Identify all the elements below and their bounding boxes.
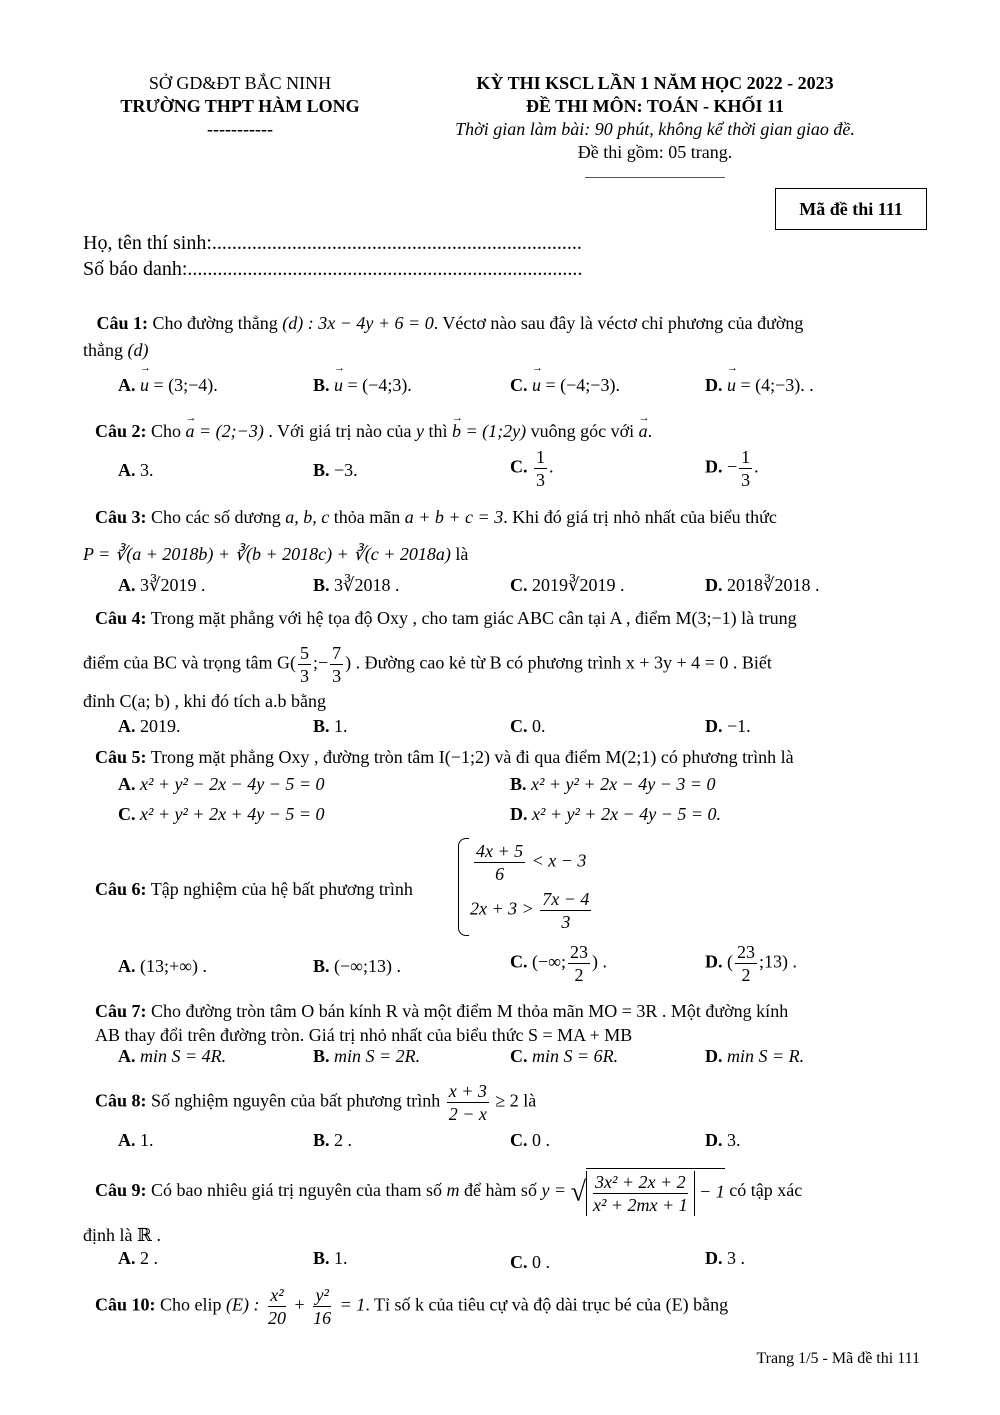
option-letter: C. [510, 951, 528, 972]
dept-name: SỞ GD&ĐT BẮC NINH [148, 73, 332, 93]
q9-option-c[interactable] [510, 1252, 550, 1273]
sqrt-expression [571, 1168, 725, 1216]
option-letter: B. [313, 460, 330, 480]
q8-rest: ≥ 2 là [495, 1090, 537, 1111]
q8-option-d[interactable] [705, 1130, 741, 1151]
question-4 [95, 605, 920, 632]
option-letter: B. [313, 575, 330, 595]
q3-label: Câu 3: [95, 507, 147, 527]
option-text: 3. [140, 460, 154, 480]
denominator: 20 [268, 1308, 286, 1328]
q2-option-c[interactable]: C. $\frac{1}{3}$ . [510, 447, 554, 490]
option-text: 2019. [140, 716, 181, 736]
option-text: 2019∛2019 . [532, 575, 625, 595]
q1-option-a[interactable] [118, 375, 218, 396]
q2-option-d[interactable]: D. − $\frac{1}{3}$ . [705, 447, 759, 490]
q1-text: Cho đường thẳng [152, 313, 278, 333]
q9-m: m [446, 1180, 460, 1201]
option-letter: A. [118, 716, 136, 736]
option-letter: D. [705, 951, 723, 972]
option-letter: D. [705, 1130, 723, 1150]
q1-d: (d) [127, 340, 149, 360]
q1-line-eq: (d) : 3x − 4y + 6 = 0 [282, 313, 434, 333]
q4-line2 [83, 642, 923, 687]
fraction [266, 1284, 288, 1329]
q4-line3: đỉnh C(a; b) , khi đó tích a.b bằng [83, 691, 326, 711]
option-text: 3. [727, 1130, 741, 1150]
equals-one: = 1 [339, 1294, 366, 1315]
q3-text: Cho các số dương [151, 507, 281, 527]
vector-a: → a [186, 418, 195, 445]
student-name-line: Họ, tên thí sinh:.......................................................................... [83, 232, 582, 254]
minus-sign: − [727, 456, 738, 477]
q3-option-d[interactable] [705, 575, 819, 596]
q9-text: để hàm số [463, 1180, 537, 1201]
q9-option-a[interactable] [118, 1248, 158, 1269]
denominator: 16 [313, 1308, 332, 1328]
question-9 [95, 1168, 920, 1216]
option-text: 1. [334, 1248, 348, 1268]
option-letter: D. [705, 1248, 723, 1268]
q8-option-a[interactable] [118, 1130, 154, 1151]
option-text: min S = R. [727, 1046, 805, 1066]
option-letter: C. [118, 804, 136, 824]
inequality-system [458, 838, 628, 938]
option-letter: B. [313, 1046, 330, 1066]
option-letter: A. [118, 774, 136, 794]
q5-option-a[interactable] [118, 774, 324, 795]
vector-a: → a [639, 418, 648, 445]
option-letter: B. [313, 956, 330, 976]
option-letter: D. [705, 1046, 723, 1066]
school-name: TRƯỜNG THPT HÀM LONG [120, 96, 360, 116]
q2-option-a[interactable] [118, 460, 154, 481]
numerator: 5 [299, 643, 309, 663]
exam-time: Thời gian làm bài: 90 phút, không kể thời gian giao đề. [455, 119, 855, 139]
plus-sign: + [294, 1294, 305, 1315]
q10-E: (E) : [226, 1294, 260, 1315]
fraction [591, 1171, 690, 1216]
q2-option-b[interactable] [313, 460, 358, 481]
option-text: 2 . [140, 1248, 158, 1268]
header-right [420, 72, 890, 164]
denominator: 3 [332, 666, 342, 686]
option-letter: C. [510, 456, 528, 477]
option-text: 3 . [727, 1248, 745, 1268]
q8-option-b[interactable] [313, 1130, 352, 1151]
q2-text: thì [428, 421, 448, 441]
denominator: 2 [574, 965, 584, 985]
option-letter: C. [510, 716, 528, 736]
q1-label: Câu 1: [96, 313, 149, 333]
option-text: = (4;−3). . [740, 375, 814, 395]
system-row-2 [470, 888, 593, 933]
exam-pages: Đề thi gồm: 05 trang. [577, 142, 733, 162]
q9-minus-one: − 1 [699, 1181, 725, 1202]
q3-condition: a + b + c = 3 [404, 507, 504, 527]
option-text: (13;+∞) . [140, 956, 207, 976]
vector-u: → u [532, 375, 541, 396]
denominator: 6 [495, 864, 505, 884]
student-id-line: Số báo danh:............................................................................... [83, 258, 583, 280]
q2-period: . [647, 421, 653, 441]
q1-option-d[interactable] [705, 375, 814, 396]
q8-text: Số nghiệm nguyên của bất phương trình [151, 1090, 441, 1111]
option-text: (−∞;13) . [334, 956, 401, 976]
option-letter: B. [313, 1248, 330, 1268]
option-letter: B. [313, 1130, 330, 1150]
option-text: 1. [334, 716, 348, 736]
option-letter: C. [510, 1130, 528, 1150]
option-text: 1. [140, 1130, 154, 1150]
q10-text: . Tỉ số k của tiêu cự và độ dài trục bé của (E) bằng [365, 1294, 729, 1315]
option-letter: A. [118, 1248, 136, 1268]
option-letter: B. [313, 375, 330, 395]
q7-option-c[interactable] [510, 1046, 618, 1067]
numerator: x + 3 [448, 1081, 487, 1101]
system-row-1 [472, 840, 586, 885]
exam-subject: ĐỀ THI MÔN: TOÁN - KHỐI 11 [525, 96, 785, 116]
fraction [540, 888, 591, 933]
question-7 [95, 998, 920, 1025]
row-left: 2x + 3 > [470, 898, 534, 919]
option-letter: D. [705, 456, 723, 477]
q7-line1: Cho đường tròn tâm O bán kính R và một điểm M thỏa mãn MO = 3R . Một đường kính [151, 1001, 789, 1021]
q7-line2: AB thay đổi trên đường tròn. Giá trị nhỏ nhất của biểu thức S = MA + MB [95, 1025, 633, 1045]
sqrt-sign-icon: √ [570, 1176, 586, 1208]
option-text: 0 . [532, 1252, 550, 1272]
q6-option-c[interactable] [510, 941, 607, 986]
sqrt-body [586, 1168, 725, 1216]
q4-line1: Trong mặt phẳng với hệ tọa độ Oxy , cho tam giác ABC cân tại A , điểm M(3;−1) là trung [150, 608, 797, 628]
q4-option-d[interactable] [705, 716, 751, 737]
option-letter: C. [510, 1046, 528, 1066]
q9-y: y = [541, 1180, 567, 1201]
option-letter: C. [510, 575, 528, 595]
q9-line2: định là ℝ . [83, 1225, 161, 1245]
question-6 [95, 876, 455, 903]
option-text: 3∛2019 . [140, 575, 206, 595]
q1-text-c: thẳng [83, 340, 123, 360]
option-text: ;13) . [759, 951, 797, 972]
q6-option-b[interactable] [313, 956, 401, 977]
q3-vars: a, b, c [285, 507, 330, 527]
q5-option-d[interactable] [510, 804, 721, 825]
option-text: x² + y² − 2x − 4y − 5 = 0 [140, 774, 325, 794]
fraction [298, 642, 311, 687]
system-brace [458, 838, 469, 936]
option-letter: D. [510, 804, 528, 824]
numerator: 1 [741, 447, 751, 467]
separator: ;− [312, 652, 329, 673]
q1-option-b[interactable] [313, 375, 412, 396]
question-2 [95, 418, 920, 445]
question-8 [95, 1080, 920, 1125]
exam-title: KỲ THI KSCL LẦN 1 NĂM HỌC 2022 - 2023 [476, 73, 834, 93]
option-letter: C. [510, 375, 528, 395]
option-letter: D. [705, 375, 723, 395]
q9-text: Có bao nhiêu giá trị nguyên của tham số [151, 1180, 442, 1201]
q2-label: Câu 2: [95, 421, 147, 441]
q3-option-a[interactable] [118, 575, 205, 596]
option-text: min S = 2R. [334, 1046, 421, 1066]
q4-option-a[interactable] [118, 716, 181, 737]
q9-label: Câu 9: [95, 1180, 147, 1201]
q3-option-b[interactable] [313, 575, 400, 596]
option-text: = (−4;−3). [545, 375, 620, 395]
question-1 [83, 310, 923, 364]
q7-option-b[interactable] [313, 1046, 420, 1067]
option-text: min S = 6R. [532, 1046, 619, 1066]
numerator: 4x + 5 [476, 841, 524, 861]
vector-b: → b [452, 418, 461, 445]
option-text: x² + y² + 2x − 4y − 5 = 0. [532, 804, 721, 824]
q2-y: y [415, 421, 424, 441]
q3-text: . Khi đó giá trị nhỏ nhất của biểu thức [503, 507, 777, 527]
abs-value [586, 1171, 695, 1216]
option-letter: B. [313, 716, 330, 736]
numerator: 23 [737, 942, 755, 962]
q3-text: thỏa mãn [333, 507, 401, 527]
option-text: 0 . [532, 1130, 550, 1150]
option-letter: B. [510, 774, 527, 794]
option-text: x² + y² + 2x + 4y − 5 = 0 [140, 804, 325, 824]
denominator: 3 [299, 666, 309, 686]
numerator: 7x − 4 [542, 889, 590, 909]
q4-option-b[interactable] [313, 716, 348, 737]
q3-expression: P = ∛(a + 2018b) + ∛(b + 2018c) + ∛(c + 2018a) [83, 544, 451, 564]
denominator: 2 [741, 965, 751, 985]
option-text: min S = 4R. [140, 1046, 227, 1066]
numerator: 23 [569, 942, 588, 962]
option-letter: D. [705, 716, 723, 736]
option-text: = (−4;3). [347, 375, 412, 395]
numerator: y² [315, 1285, 329, 1305]
fraction [474, 840, 525, 885]
option-text: 2 . [334, 1130, 353, 1150]
q2-text: . Với giá trị nào của [268, 421, 412, 441]
option-letter: C. [510, 1252, 528, 1272]
denominator: 3 [741, 470, 751, 490]
option-letter: A. [118, 1130, 136, 1150]
q2-text: vuông góc với [530, 421, 635, 441]
q3-expression-line [83, 541, 923, 568]
q1-text-b: . Véctơ nào sau đây là véctơ chỉ phương của đường [433, 313, 804, 333]
fraction [534, 446, 547, 491]
option-text: ) . [591, 951, 607, 972]
vector-u: → u [727, 375, 736, 396]
q9-option-d[interactable] [705, 1248, 745, 1269]
q4-option-c[interactable] [510, 716, 546, 737]
question-3 [95, 504, 920, 531]
question-10 [95, 1284, 920, 1329]
q8-option-c[interactable] [510, 1130, 550, 1151]
option-letter: A. [118, 956, 136, 976]
q10-text: Cho elip [160, 1294, 222, 1315]
q3-text: là [455, 544, 469, 564]
fraction [568, 941, 590, 986]
vector-u: → u [334, 375, 343, 396]
fraction [447, 1080, 489, 1125]
q9-option-b[interactable] [313, 1248, 348, 1269]
denominator: 3 [561, 912, 571, 932]
numerator: x² [270, 1285, 284, 1305]
fraction [735, 941, 757, 986]
denominator: 3 [536, 470, 545, 490]
header-left [95, 72, 385, 141]
q5-option-c[interactable] [118, 804, 324, 825]
q10-label: Câu 10: [95, 1294, 156, 1315]
q5-option-b[interactable] [510, 774, 716, 795]
option-letter: A. [118, 375, 136, 395]
q6-option-a[interactable] [118, 956, 207, 977]
q6-option-d[interactable] [705, 941, 797, 986]
denominator: 2 − x [448, 1104, 487, 1124]
option-letter: A. [118, 1046, 136, 1066]
q5-text: Trong mặt phẳng Oxy , đường tròn tâm I(−1;2) và đi qua điểm M(2;1) có phương trình là [150, 747, 794, 767]
q3-option-c[interactable] [510, 575, 624, 596]
question-5 [95, 744, 920, 771]
fraction [739, 446, 752, 491]
fraction [311, 1284, 333, 1329]
q4-label: Câu 4: [95, 608, 147, 628]
q6-label: Câu 6: [95, 879, 147, 899]
option-text: 3∛2018 . [334, 575, 400, 595]
q6-text: Tập nghiệm của hệ bất phương trình [150, 879, 413, 899]
option-letter: A. [118, 575, 136, 595]
exam-code-box: Mã đề thi 111 [775, 188, 927, 230]
header-divider [585, 177, 725, 178]
option-text: = (3;−4). [153, 375, 218, 395]
q5-label: Câu 5: [95, 747, 147, 767]
option-text: 2018∛2018 . [727, 575, 820, 595]
page-footer: Trang 1/5 - Mã đề thi 111 [756, 1350, 920, 1367]
numerator: 3x² + 2x + 2 [594, 1172, 686, 1192]
option-text: (−∞; [532, 951, 566, 972]
q9-text: có tập xác [729, 1180, 803, 1201]
option-text: −1. [727, 716, 751, 736]
q4-text: điểm của BC và trọng tâm G( [83, 652, 296, 673]
option-letter: D. [705, 575, 723, 595]
fraction [330, 642, 343, 687]
q2-vec-b-value: = (1;2y) [465, 421, 527, 441]
q8-label: Câu 8: [95, 1090, 147, 1111]
q2-vec-a-value: = (2;−3) [199, 421, 264, 441]
q7-label: Câu 7: [95, 1001, 147, 1021]
q7-option-a[interactable] [118, 1046, 226, 1067]
vector-u: → u [140, 375, 149, 396]
numerator: 7 [332, 643, 342, 663]
option-text: ( [727, 951, 733, 972]
option-text: 0. [532, 716, 546, 736]
option-letter: A. [118, 460, 136, 480]
q2-text: Cho [151, 421, 182, 441]
header-dashes: ----------- [207, 119, 273, 139]
q1-option-c[interactable] [510, 375, 620, 396]
q4-text: ) . Đường cao kẻ từ B có phương trình x + 3y + 4 = 0 . Biết [345, 652, 772, 673]
option-text: −3. [334, 460, 358, 480]
option-text: x² + y² + 2x − 4y − 3 = 0 [531, 774, 716, 794]
row-rest: < x − 3 [531, 850, 587, 871]
denominator: x² + 2mx + 1 [592, 1195, 688, 1215]
q7-option-d[interactable] [705, 1046, 804, 1067]
numerator: 1 [536, 447, 545, 467]
